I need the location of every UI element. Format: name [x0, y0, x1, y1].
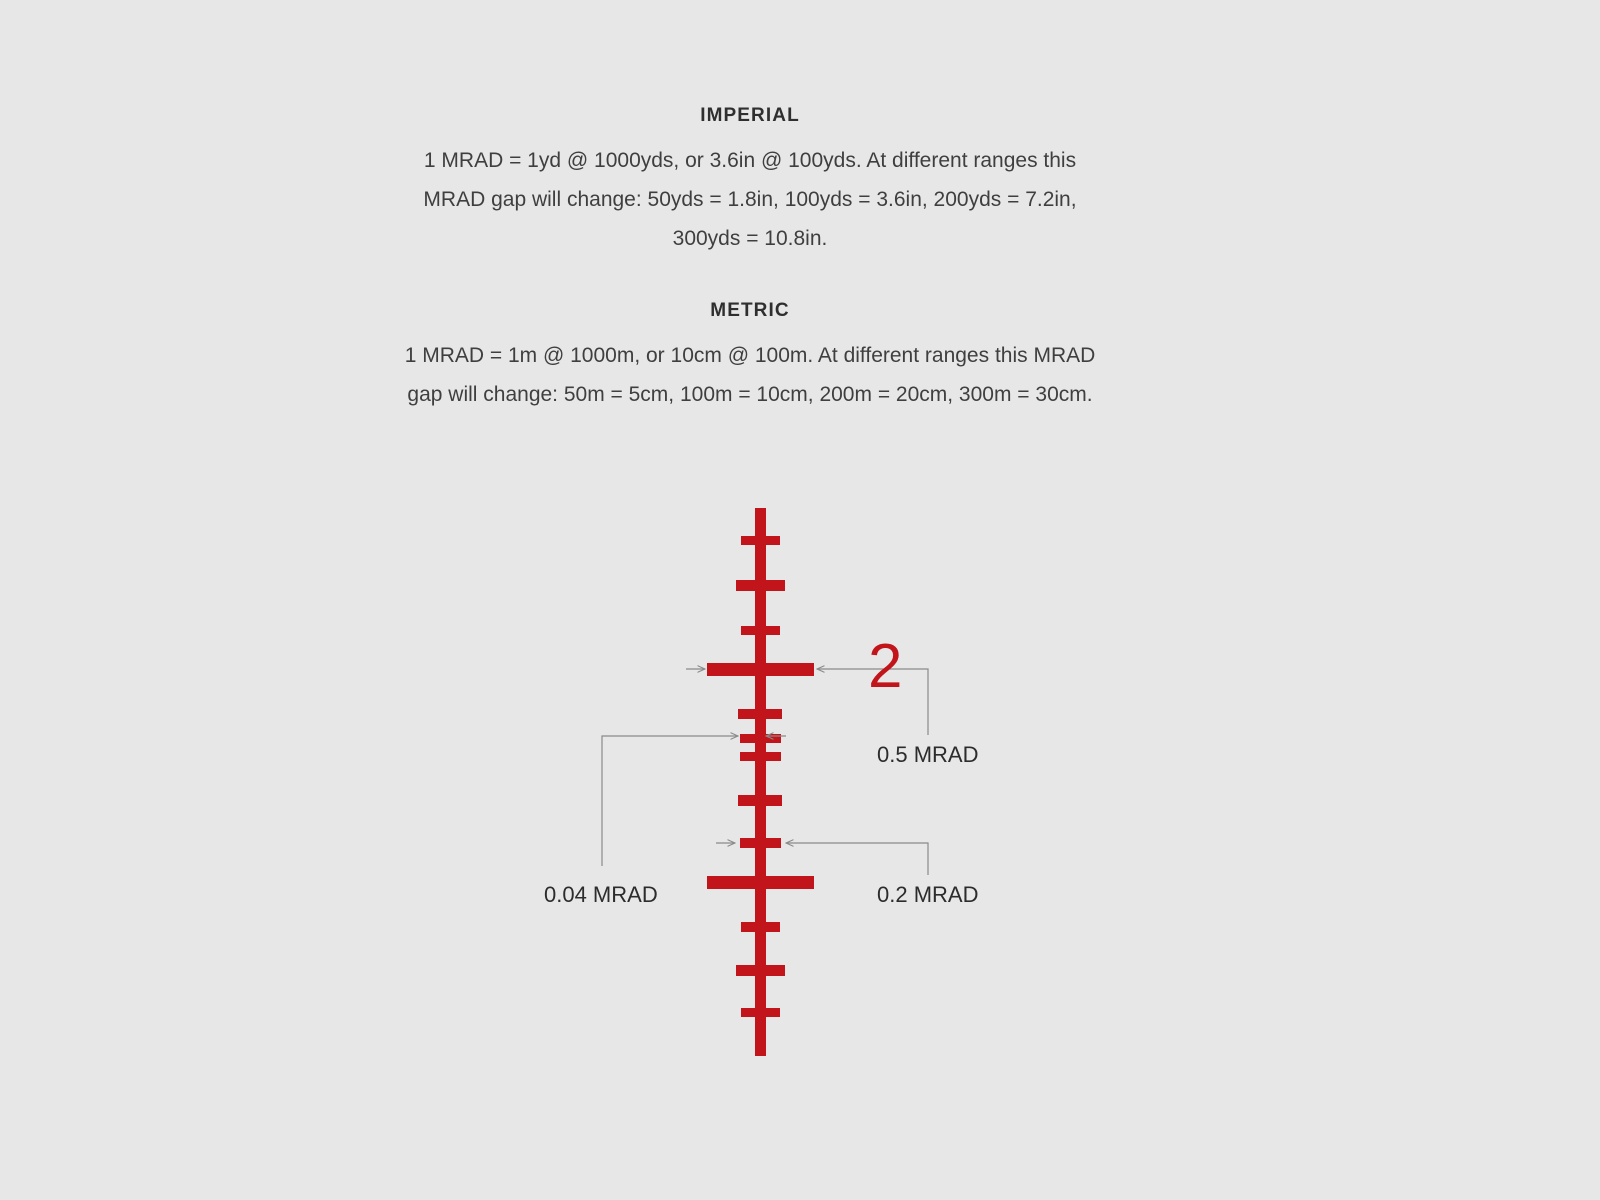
callout-label-0-5-mrad: 0.5 MRAD — [877, 742, 979, 767]
reticle-marker-2-label: 2 — [868, 632, 903, 701]
section-body-metric: 1 MRAD = 1m @ 1000m, or 10cm @ 100m. At different ranges this MRAD gap will change: 50m = 5cm, 100m = 10cm, 200m = 20cm, 300m = 30cm. — [404, 344, 1096, 406]
section-heading-imperial: IMPERIAL — [700, 105, 800, 126]
callout-label-0-04-mrad: 0.04 MRAD — [544, 882, 658, 907]
section-body-imperial: 1 MRAD = 1yd @ 1000yds, or 3.6in @ 100yds. At different ranges this MRAD gap will change: 50yds = 1.8in, 100yds = 3.6in, 200yds = 7.2in, 300yds = 10.8in. — [423, 149, 1077, 250]
section-heading-metric: METRIC — [710, 300, 790, 321]
callout-label-0-2-mrad: 0.2 MRAD — [877, 882, 979, 907]
